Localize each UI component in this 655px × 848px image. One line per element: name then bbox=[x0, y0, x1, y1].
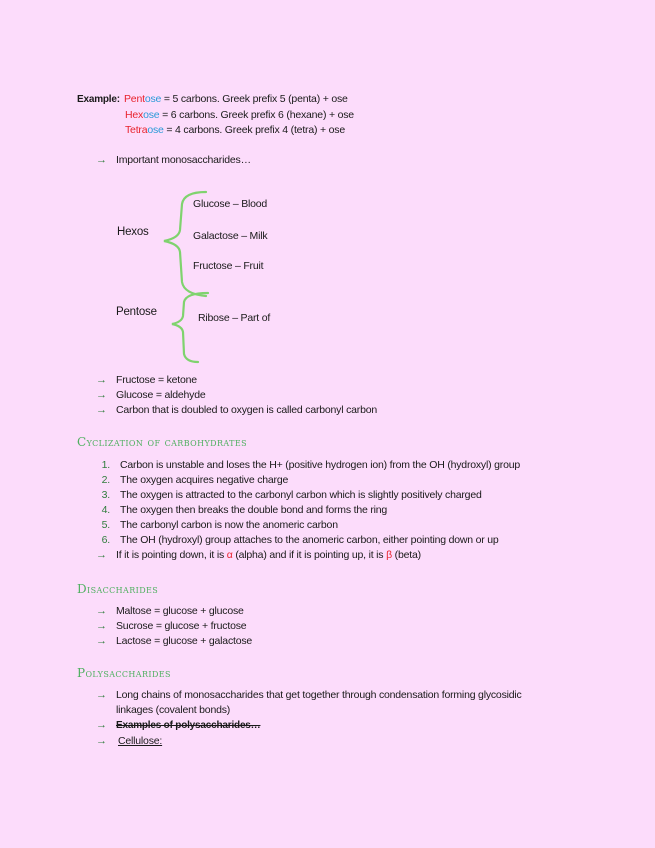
example-line-pentose bbox=[124, 93, 348, 105]
arrow-icon: → bbox=[96, 389, 107, 401]
note-text: If it is pointing down, it is bbox=[116, 549, 225, 561]
anomer-note bbox=[116, 549, 421, 561]
step-text: Carbon is unstable and loses the H+ (positive hydrogen ion) from the OH (hydroxyl) group bbox=[120, 459, 520, 471]
step-text: The oxygen then breaks the double bond and forms the ring bbox=[120, 504, 388, 516]
suffix: ose bbox=[143, 109, 160, 121]
arrow-icon: → bbox=[96, 735, 107, 747]
hexos-label: Hexos bbox=[117, 226, 149, 238]
note-text: (alpha) and if it is pointing up, it is bbox=[235, 549, 384, 561]
arrow-icon: → bbox=[96, 635, 107, 647]
cyclization-heading: Cyclization of carbohydrates bbox=[77, 435, 248, 449]
beta-symbol: β bbox=[386, 549, 392, 561]
arrow-icon: → bbox=[96, 374, 107, 386]
pentose-brace-icon bbox=[168, 290, 212, 366]
hexos-item: Fructose – Fruit bbox=[193, 260, 264, 272]
hexos-item: Glucose – Blood bbox=[193, 198, 268, 210]
arrow-icon: → bbox=[96, 605, 107, 617]
fact-item: Glucose = aldehyde bbox=[116, 389, 206, 401]
prefix: Pent bbox=[124, 93, 145, 105]
pentose-item: Ribose – Part of bbox=[198, 312, 271, 324]
cellulose-label: Cellulose: bbox=[118, 735, 163, 747]
definition: = 6 carbons. Greek prefix 6 (hexane) + ose bbox=[159, 109, 354, 121]
suffix: ose bbox=[147, 124, 164, 136]
example-line-hexose bbox=[125, 109, 354, 121]
prefix: Hex bbox=[125, 109, 144, 121]
example-label: Example: bbox=[77, 94, 120, 105]
arrow-icon: → bbox=[96, 404, 107, 416]
step-text: The OH (hydroxyl) group attaches to the anomeric carbon, either pointing down or up bbox=[120, 534, 499, 546]
step-text: The oxygen acquires negative charge bbox=[120, 474, 289, 486]
fact-item: Carbon that is doubled to oxygen is called carbonyl carbon bbox=[116, 404, 377, 416]
disaccharide-item: Lactose = glucose + galactose bbox=[116, 635, 253, 647]
step-number: 1. bbox=[101, 459, 110, 471]
example-line-tetrose bbox=[125, 124, 345, 136]
step-number: 6. bbox=[101, 534, 110, 546]
polysaccharides-heading: Polysaccharides bbox=[77, 666, 171, 680]
fact-item: Fructose = ketone bbox=[116, 374, 197, 386]
step-text: The oxygen is attracted to the carbonyl carbon which is slightly positively charged bbox=[120, 489, 482, 501]
polysaccharide-examples: Examples of polysaccharides… bbox=[116, 720, 261, 731]
disaccharide-item: Maltose = glucose + glucose bbox=[116, 605, 244, 617]
definition: = 4 carbons. Greek prefix 4 (tetra) + ose bbox=[163, 124, 345, 136]
disaccharide-item: Sucrose = glucose + fructose bbox=[116, 620, 247, 632]
prefix: Tetra bbox=[125, 124, 148, 136]
alpha-symbol: α bbox=[226, 549, 233, 561]
step-number: 4. bbox=[101, 504, 110, 516]
step-text: The carbonyl carbon is now the anomeric carbon bbox=[120, 519, 338, 531]
definition: = 5 carbons. Greek prefix 5 (penta) + ose bbox=[161, 93, 348, 105]
pentose-label: Pentose bbox=[116, 306, 157, 318]
suffix: ose bbox=[144, 93, 162, 105]
disaccharides-heading: Disaccharides bbox=[77, 582, 159, 596]
note-text: (beta) bbox=[394, 549, 421, 561]
arrow-icon: → bbox=[96, 719, 107, 731]
arrow-icon: → bbox=[96, 620, 107, 632]
arrow-icon: → bbox=[96, 689, 107, 701]
step-number: 3. bbox=[101, 489, 110, 501]
important-monosaccharides: Important monosaccharides… bbox=[116, 154, 251, 166]
step-number: 5. bbox=[101, 519, 110, 531]
arrow-icon: → bbox=[96, 549, 107, 561]
arrow-icon: → bbox=[96, 154, 107, 166]
polysaccharide-definition-cont: linkages (covalent bonds) bbox=[116, 704, 231, 716]
hexos-item: Galactose – Milk bbox=[193, 230, 268, 242]
step-number: 2. bbox=[101, 474, 110, 486]
polysaccharide-definition: Long chains of monosaccharides that get together through condensation forming glycosidic bbox=[116, 689, 522, 701]
